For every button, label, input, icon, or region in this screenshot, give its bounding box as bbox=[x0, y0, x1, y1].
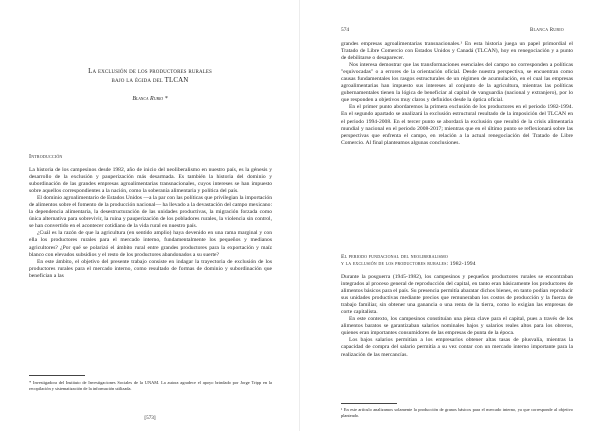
paragraph: grandes empresas agroalimentarias transnacionales.¹ En esta historia juega un papel primordial el Tratado de Libre Comercio con Estados Unidos y Canadá (TLCAN), hoy en renegociación y a punto de debilitarse o desaparecer. bbox=[341, 41, 573, 62]
chapter-title-line-1: La exclusión de los productores rurales bbox=[88, 67, 212, 75]
subheading-line-2: y la exclusión de los productores rurales: 1982-1994 bbox=[341, 261, 476, 268]
chapter-title-block bbox=[30, 67, 270, 102]
left-body-text bbox=[29, 167, 272, 280]
paragraph: En este contexto, los campesinos constituían una pieza clave para el capital, pues a través de los alimentos baratos se garantizaban salarios nominales bajos y salarios reales altos para los obreros, quienes eran importantes consumidores de las empresas de punta de la época. bbox=[341, 316, 573, 337]
page-number: [573] bbox=[144, 415, 156, 421]
paragraph: En este ámbito, el objetivo del presente trabajo consiste en indagar la trayectoria de exclusión de los productores rurales para el mercado interno, como resultado de formas de dominio y subordinación que benefician a las bbox=[29, 258, 272, 279]
paragraph: Los bajos salarios permitían a los empresarios obtener altas tasas de plusvalía, mientras la capacidad de compra del salario permitía a su vez contar con un mercado interno importante para la realización de las mercancías. bbox=[341, 337, 573, 358]
subheading-line-1: El periodo fundacional del neoliberalismo bbox=[341, 254, 448, 260]
paragraph: Nos interesa demostrar que las transformaciones esenciales del campo no corresponden a políticas "equivocadas" o a errores de la orientación oficial. Desde nuestra perspectiva, se encuentran como causas fundamentales los rasgos estructurales de un régimen de acumulación, en el cual las empresas agroalimentarias han impuesto sus intereses al conjunto de la agricultura, mientras las políticas gubernamentales tienen la lógica de beneficiar al capital de vanguardia (nacional y extranjero), por lo que responden a objetivos muy claros y definidos desde la óptica oficial. bbox=[341, 62, 573, 104]
page-number: 574 bbox=[341, 27, 350, 33]
section-heading-introduccion: Introducción bbox=[29, 154, 63, 160]
paragraph: ¿Cuál es la razón de que la agricultura (en sentido amplio) haya devenido en una rama marginal y con ella los productores rurales para el mercado interno, fundamentalmente los pequeños y medianos agricultores? ¿Por qué se polarizó el ámbito rural entre grandes productores para la exportación y maíz blanco con elevados subsidios y el resto de los productores abandonados a su suerte? bbox=[29, 230, 272, 258]
running-head: Blanca Rubio bbox=[530, 28, 564, 33]
chapter-title-line-2: bajo la égida del TLCAN bbox=[111, 76, 189, 84]
footnote-rule bbox=[341, 403, 397, 404]
section-subheading bbox=[341, 254, 573, 269]
author-name: Blanca Rubio * bbox=[132, 96, 168, 102]
right-body-text-bottom bbox=[341, 274, 573, 359]
paragraph: La historia de los campesinos desde 1982, año de inicio del neoliberalismo en nuestro país, es la génesis y desarrollo de la exclusión y pauperización más desarmada. Es también la historia del dominio y subordinación de las grandes empresas agroalimentarias transnacionales, cuyos intereses se han impuesto sobre aquellos correspondientes a la nación, como la soberanía alimentaria y política del país. bbox=[29, 167, 272, 195]
footnote-rule bbox=[29, 375, 85, 376]
paragraph: El dominio agroalimentario de Estados Unidos —a la par con las políticas que privilegian la importación de alimentos sobre el fomento de la producción nacional— ha llevado a la devastación del campo mexicano: la dependencia alimentaria, la desestructuración de las unidades productivas, la migración forzada como única alternativa para sobrevivir, la ruina y pauperización de los pobladores rurales, la violencia sin control, se han convertido en el acontecer cotidiano de la vida rural en nuestro país. bbox=[29, 195, 272, 230]
footnote-author: * Investigadora del Instituto de Investigaciones Sociales de la UNAM. La autora agradece el apoyo brindado por Jorge Tripp en la recopilación y sistematización de la información utilizada. bbox=[29, 380, 272, 391]
footnote-1: ¹ En este artículo analizamos solamente la producción de granos básicos para el mercado interno, ya que corresponde al objetivo planteado. bbox=[341, 407, 573, 418]
right-body-text-top bbox=[341, 41, 573, 147]
paragraph: En el primer punto abordaremos la primera exclusión de los productores en el periodo 1982-1994. En el segundo apartado se analizará la exclusión estructural resultado de la imposición del TLCAN en el periodo 1994-2008. En el tercer punto se abordará la exclusión que resultó de la crisis alimentaria mundial y nacional en el periodo 2008-2017; mientras que en el último punto se reflexionará sobre las perspectivas que enfrenta el campo, en relación a la actual renegociación del Tratado de Libre Comercio. Al final planteamos algunas conclusiones. bbox=[341, 104, 573, 146]
paragraph: Durante la posguerra (1945-1982), los campesinos y pequeños productores rurales se encontraban integrados al proceso general de reproducción del capital, en tanto eran básicamente los productores de alimentos básicos para el país. Su presencia permitía abaratar dichos bienes, en tanto podían reproducir sus unidades productivas mediante precios que remuneraban los costos de producción y la fuerza de trabajo familiar, sin obtener una ganancia o una renta de la tierra, como lo exigían las empresas de corte capitalista. bbox=[341, 274, 573, 316]
